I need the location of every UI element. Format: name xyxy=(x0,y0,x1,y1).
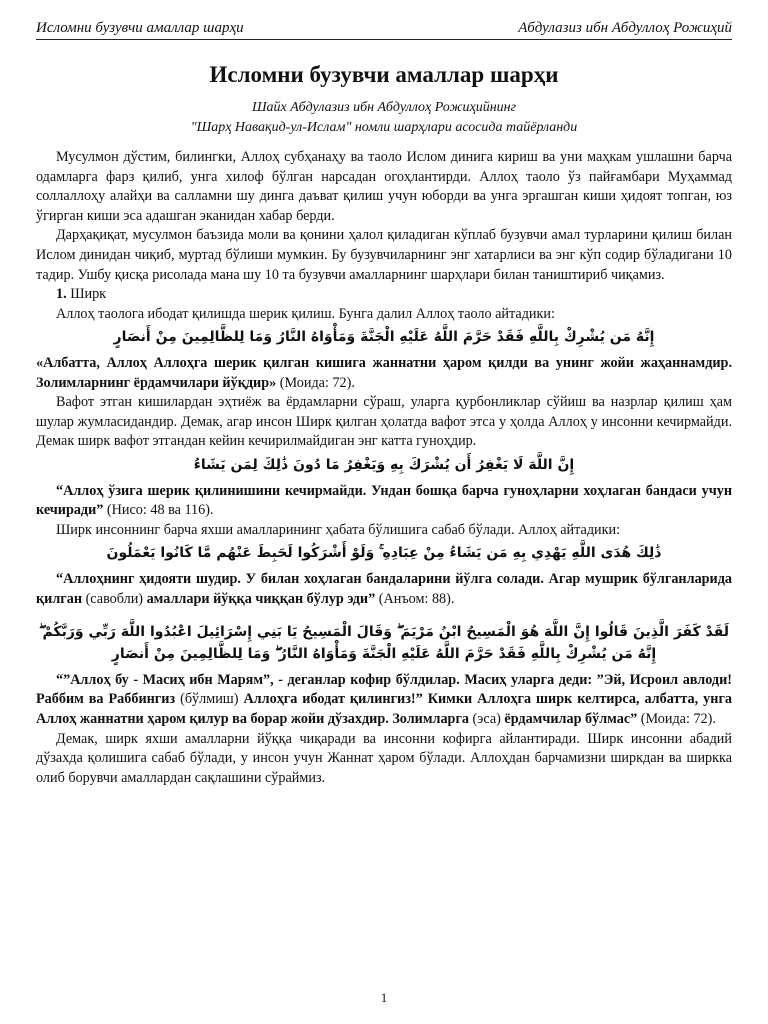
translation-4-plain-a: (бўлмиш) xyxy=(175,691,244,708)
translation-2-reference: (Нисо: 48 ва 116). xyxy=(103,502,214,519)
page-number: 1 xyxy=(380,990,388,1005)
header-right: Абдулазиз ибн Абдуллоҳ Рожиҳий xyxy=(518,20,732,36)
paragraph-deeds-void: Ширк инсоннинг барча яхши амалларининг ҳабата бўлишига сабаб бўлади. Аллоҳ айтадики: xyxy=(56,521,621,538)
header-left: Исломни бузувчи амаллар шарҳи xyxy=(36,20,244,36)
translation-4-plain-b: (эса) xyxy=(469,710,505,727)
running-header xyxy=(36,20,732,40)
translation-2 xyxy=(36,482,732,521)
paragraph-dead-requests: Вафот этган кишилардан эҳтиёж ва ёрдамларни сўраш, уларга қурбонликлар сўйиш ва назрлар қилиш ҳам шулар жумласидандир. Демак, агар инсон Ширк қилган ҳолатда вафот этса у ҳолда Аллоҳ у инсонни кечирмайди. Демак ширк вафот этгандан кейин кечирилмайдиган энг катта гуноҳдир. xyxy=(36,394,732,450)
author-line: Шайх Абдулазиз ибн Абдуллоҳ Рожиҳийнинг xyxy=(251,100,517,115)
translation-1-reference: (Моида: 72). xyxy=(276,374,355,391)
translation-4-reference: (Моида: 72). xyxy=(637,710,716,727)
translation-1-text: «Албатта, Аллоҳ Аллоҳга шерик қилган кишига жаннатни ҳаром қилди ва унинг жойи жаҳаннамдир. Золимларнинг ёрдамчилари йўқдир» xyxy=(36,355,732,391)
document-title: Исломни бузувчи амаллар шарҳи xyxy=(209,62,559,87)
translation-1 xyxy=(36,354,732,393)
paragraph-nullifiers: Дарҳақиқат, мусулмон баъзида моли ва қонини ҳалол қиладиган кўплаб бузувчи амал турларини қилиш билан Ислом динидан чиқиб, муртад бўлиши мумкин. Бу бузувчиларнинг энг хатарлиси ва энг кўп содир бўладигани 10 тадир. Ушбу қисқа рисолада мана шу 10 та бузувчи амалларнинг шарҳлари билан таништириб чиқамиз. xyxy=(36,227,732,283)
source-line: "Шарҳ Навақид-ул-Ислам" номли шарҳлари асосида тайёрланди xyxy=(190,120,578,135)
translation-3-text-a: “Аллоҳнинг ҳидояти шудир. У билан хоҳлаган бандаларини йўлга солади. Агар мушрик бўлганларида қилган xyxy=(36,571,732,607)
section-heading-shirk xyxy=(36,285,732,305)
translation-2-text: “Аллоҳ ўзига шерик қилинишини кечирмайди. Ундан бошқа барча гуноҳларни хоҳлаган бандаси учун кечиради” xyxy=(36,482,732,519)
translation-4 xyxy=(36,671,732,730)
arabic-verse-4: لَقَدْ كَفَرَ الَّذِينَ قَالُوا إِنَّ اللَّهَ هُوَ الْمَسِيحُ ابْنُ مَرْيَمَ ۖ وَقَالَ الْمَسِيحُ يَا بَنِي إِسْرَائِيلَ اعْبُدُوا اللَّهَ رَبِّي وَرَبَّكُمْ ۖ إِنَّهُ مَن يُشْرِكْ بِاللَّهِ فَقَدْ حَرَّمَ اللَّهُ عَلَيْهِ الْجَنَّةَ وَمَأْوَاهُ النَّارُ ۖ وَمَا لِلظَّالِمِينَ مِنْ أَنصَارٍ xyxy=(38,624,730,663)
translation-4-text-c: ёрдамчилар бўлмас” xyxy=(504,710,638,727)
translation-3-plain: (савобли) xyxy=(82,590,147,607)
paragraph-conclusion: Демак, ширк яхши амалларни йўққа чиқаради ва инсонни кофирга айлантиради. Ширк инсонни абадий дўзахда қолишига сабаб бўлади, у инсон учун Жаннат ҳаром бўлади. Аллоҳдан барчамизни ширкдан ва ширкка олиб борувчи амаллардан сақлашини сўраймиз. xyxy=(36,730,732,786)
section-title: Ширк xyxy=(70,286,107,303)
translation-3-text-b: амаллари йўққа чиққан бўлур эди” xyxy=(146,590,376,607)
translation-4-text-b: Аллоҳга ибодат қилингиз!” Кимки Аллоҳга ширк келтирса, албатта, унга Аллоҳ жаннатни ҳаром қилур ва борар жойи дўзахдир. Золимларга xyxy=(36,691,732,727)
spacer xyxy=(36,609,732,619)
translation-3 xyxy=(36,570,732,609)
arabic-verse-3: ذَٰلِكَ هُدَى اللَّهِ يَهْدِي بِهِ مَن يَشَاءُ مِنْ عِبَادِهِ ۚ وَلَوْ أَشْرَكُوا لَحَبِطَ عَنْهُم مَّا كَانُوا يَعْمَلُونَ xyxy=(106,545,662,562)
paragraph-shirk-definition: Аллоҳ таологa ибодат қилишда шерик қилиш. Бунга далил Аллоҳ таоло айтадики: xyxy=(56,305,555,322)
paragraph-intro: Мусулмон дўстим, билингки, Аллоҳ субҳанаҳу ва таоло Ислом динига кириш ва уни маҳкам ушлашни барча одамларга фарз қилиб, унга хилоф бўлган нарсадан огоҳлантирди. Аллоҳ таоло ўз пайғамбари Муҳаммад соллаллоҳу алайҳи ва салламни шу динга даъват қилиш учун юборди ва унга эргашган киши ҳидоят топган, юз ўгирган киши эса адашган эканидан хабар берди. xyxy=(36,149,732,224)
arabic-verse-1: إِنَّهُ مَن يُشْرِكْ بِاللَّهِ فَقَدْ حَرَّمَ اللَّهُ عَلَيْهِ الْجَنَّةَ وَمَأْوَاهُ النَّارُ وَمَا لِلظَّالِمِينَ مِنْ أَنصَارٍ xyxy=(113,329,655,346)
translation-3-reference: (Анъом: 88). xyxy=(375,590,455,607)
translation-4-text-a: “”Аллоҳ бу - Масиҳ ибн Марям”, - деганлар кофир бўлдилар. Масиҳ уларга деди: ”Эй, Исроил авлоди! Раббим ва Раббингиз xyxy=(36,671,732,708)
section-number: 1. xyxy=(56,286,67,303)
arabic-verse-2: إِنَّ اللَّهَ لَا يَغْفِرُ أَن يُشْرَكَ بِهِ وَيَغْفِرُ مَا دُونَ ذَٰلِكَ لِمَن يَشَاءُ xyxy=(193,457,575,473)
